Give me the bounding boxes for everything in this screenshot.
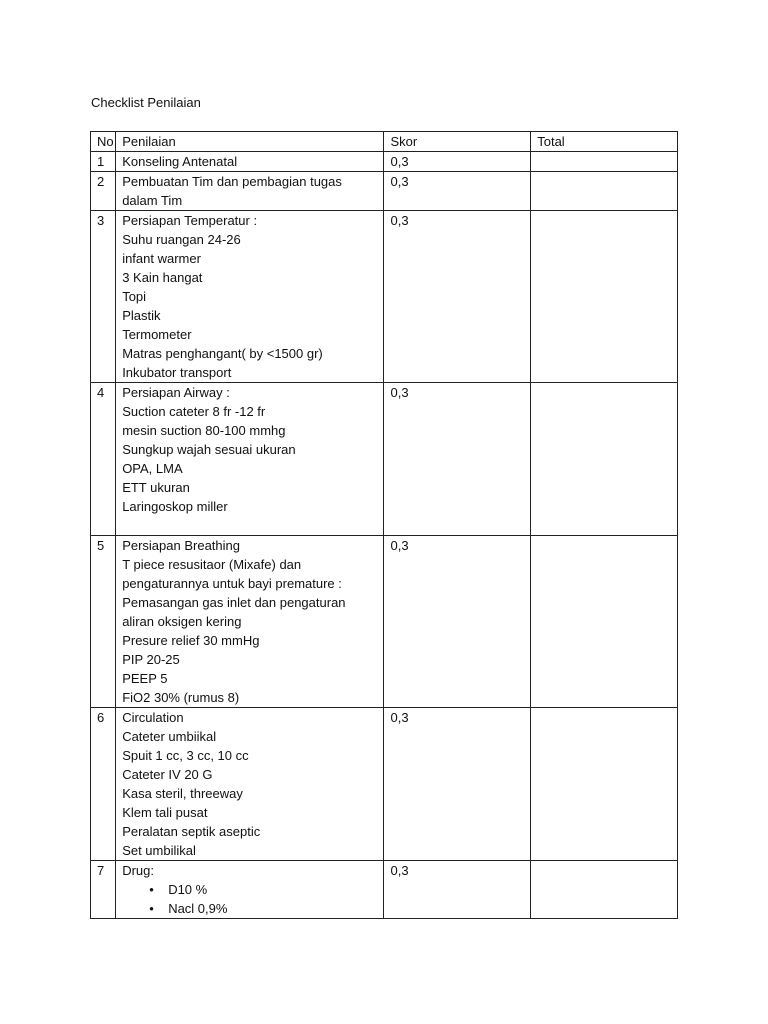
row-skor: 0,3 — [384, 211, 531, 383]
row-number: 2 — [91, 172, 116, 211]
row-penilaian — [116, 152, 384, 172]
table-header-row — [91, 132, 678, 152]
row-number: 5 — [91, 536, 116, 708]
penilaian-line: OPA, LMA — [122, 461, 183, 476]
row-penilaian — [116, 172, 384, 211]
penilaian-line: Inkubator transport — [122, 365, 232, 380]
checklist-table — [90, 131, 678, 919]
penilaian-line: Circulation — [122, 710, 184, 725]
penilaian-line: Cateter umbiikal — [122, 729, 217, 744]
row-skor: 0,3 — [384, 152, 531, 172]
penilaian-line: infant warmer — [122, 251, 201, 266]
penilaian-line: aliran oksigen kering — [122, 614, 242, 629]
row-penilaian — [116, 383, 384, 536]
penilaian-line: Persiapan Breathing — [122, 538, 240, 553]
penilaian-line: Presure relief 30 mmHg — [122, 633, 260, 648]
penilaian-line: Matras penghangant( by <1500 gr) — [122, 346, 323, 361]
table-row — [91, 536, 678, 708]
penilaian-line: mesin suction 80-100 mmhg — [122, 423, 286, 438]
penilaian-line: Termometer — [122, 327, 192, 342]
penilaian-line: Plastik — [122, 308, 161, 323]
bullet-icon: • — [149, 901, 154, 916]
row-number: 6 — [91, 708, 116, 861]
row-penilaian — [116, 708, 384, 861]
table-row — [91, 861, 678, 919]
table-body — [91, 152, 678, 919]
drug-label: D10 % — [168, 882, 208, 897]
row-number: 4 — [91, 383, 116, 536]
penilaian-line: Persiapan Airway : — [122, 385, 230, 400]
table-row — [91, 383, 678, 536]
row-total — [531, 152, 678, 172]
penilaian-line: Sungkup wajah sesuai ukuran — [122, 442, 296, 457]
penilaian-line: Peralatan septik aseptic — [122, 824, 261, 839]
drug-list — [122, 880, 377, 918]
header-no: No — [91, 132, 116, 152]
row-penilaian — [116, 536, 384, 708]
header-skor: Skor — [384, 132, 531, 152]
penilaian-line: dalam Tim — [122, 193, 183, 208]
penilaian-line: pengaturannya untuk bayi premature : — [122, 576, 342, 591]
row-skor: 0,3 — [384, 536, 531, 708]
penilaian-line: Persiapan Temperatur : — [122, 213, 258, 228]
row-number: 3 — [91, 211, 116, 383]
row-total — [531, 172, 678, 211]
row-penilaian — [116, 211, 384, 383]
row-penilaian — [116, 861, 384, 919]
penilaian-line: FiO2 30% (rumus 8) — [122, 690, 240, 705]
row-number: 1 — [91, 152, 116, 172]
drug-label: Nacl 0,9% — [168, 901, 228, 916]
penilaian-line: Topi — [122, 289, 147, 304]
penilaian-line: Set umbilikal — [122, 843, 196, 858]
row-number: 7 — [91, 861, 116, 919]
row-total — [531, 383, 678, 536]
penilaian-line: Kasa steril, threeway — [122, 786, 243, 801]
table-row — [91, 211, 678, 383]
penilaian-line: Klem tali pusat — [122, 805, 208, 820]
drug-list-item — [149, 880, 377, 899]
penilaian-line: ETT ukuran — [122, 480, 190, 495]
penilaian-line: Drug: — [122, 863, 154, 878]
bullet-icon: • — [149, 882, 154, 897]
penilaian-line: T piece resusitaor (Mixafe) dan — [122, 557, 302, 572]
penilaian-line: PEEP 5 — [122, 671, 168, 686]
row-skor: 0,3 — [384, 708, 531, 861]
table-row — [91, 152, 678, 172]
penilaian-line: 3 Kain hangat — [122, 270, 203, 285]
penilaian-line: Pembuatan Tim dan pembagian tugas — [122, 174, 342, 189]
row-total — [531, 211, 678, 383]
document-title: Checklist Penilaian — [91, 95, 201, 110]
table-row — [91, 172, 678, 211]
row-total — [531, 536, 678, 708]
penilaian-line: Pemasangan gas inlet dan pengaturan — [122, 595, 346, 610]
penilaian-line: Konseling Antenatal — [122, 154, 238, 169]
row-total — [531, 861, 678, 919]
penilaian-line: PIP 20-25 — [122, 652, 180, 667]
table-row — [91, 708, 678, 861]
drug-list-item — [149, 899, 377, 918]
penilaian-line: Spuit 1 cc, 3 cc, 10 cc — [122, 748, 249, 763]
header-penilaian: Penilaian — [116, 132, 384, 152]
row-total — [531, 708, 678, 861]
header-total: Total — [531, 132, 678, 152]
penilaian-line: Suhu ruangan 24-26 — [122, 232, 241, 247]
row-skor: 0,3 — [384, 861, 531, 919]
penilaian-line: Laringoskop miller — [122, 499, 228, 514]
penilaian-line: Suction cateter 8 fr -12 fr — [122, 404, 266, 419]
penilaian-line: Cateter IV 20 G — [122, 767, 213, 782]
row-skor: 0,3 — [384, 172, 531, 211]
row-skor: 0,3 — [384, 383, 531, 536]
